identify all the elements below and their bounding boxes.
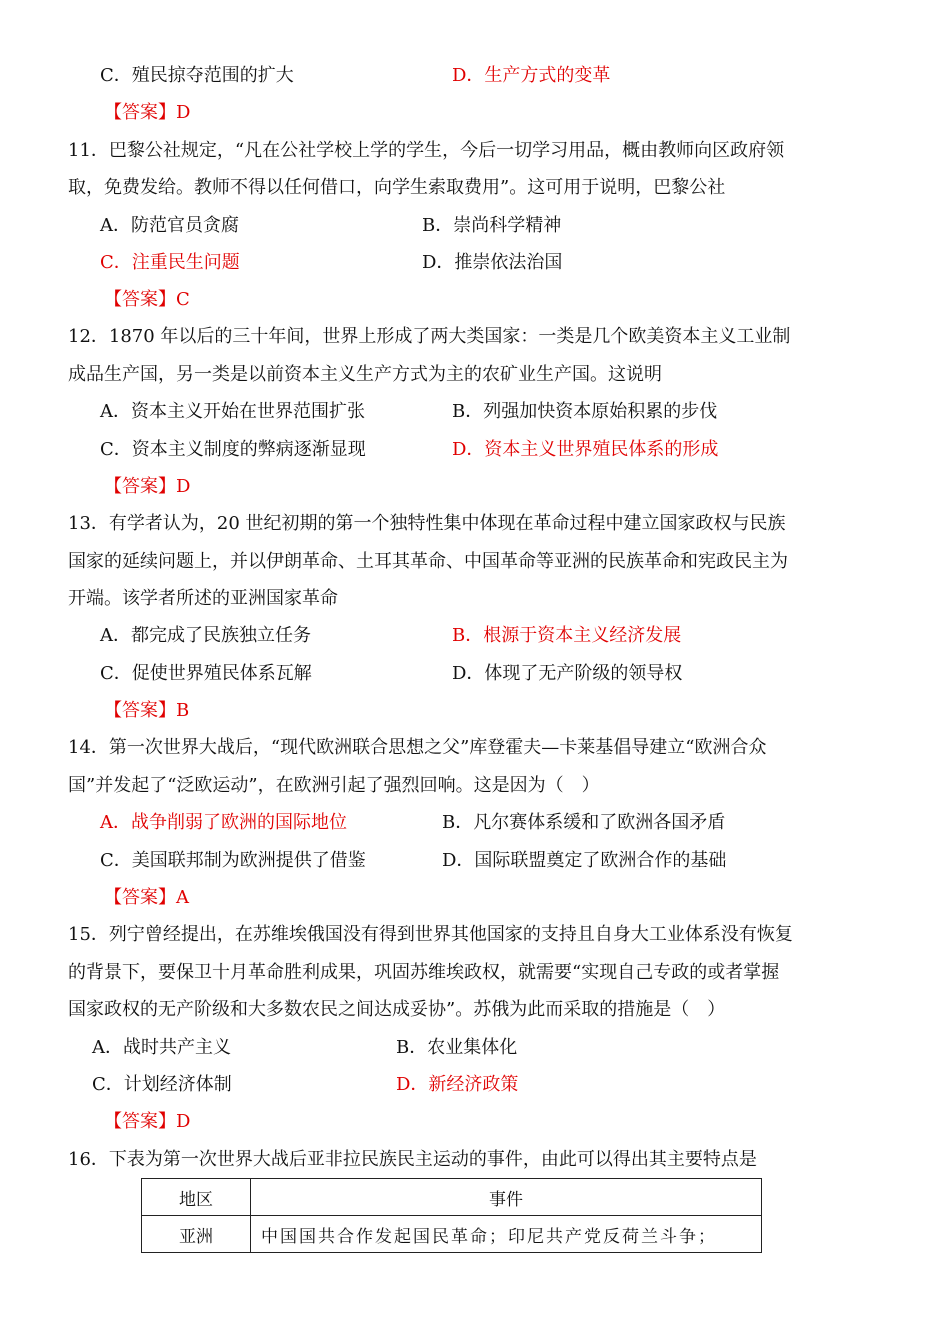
q15-option-d: D．新经济政策 <box>396 1074 519 1095</box>
q14-stem-line1: 14．第一次世界大战后，“现代欧洲联合思想之父”库登霍夫—卡莱基倡导建立“欧洲合众 <box>68 737 767 758</box>
column-header-event: 事件 <box>251 1179 762 1216</box>
q11-option-a: A．防范官员贪腐 <box>100 215 239 236</box>
q15-option-a: A．战时共产主义 <box>92 1037 231 1058</box>
q12-option-b: B．列强加快资本原始积累的步伐 <box>452 401 718 422</box>
q15-stem-line1: 15．列宁曾经提出，在苏维埃俄国没有得到世界其他国家的支持且自身大工业体系没有恢复 <box>68 924 793 945</box>
q13-stem-line3: 开端。该学者所述的亚洲国家革命 <box>68 588 338 609</box>
q10-option-d: D．生产方式的变革 <box>452 65 611 86</box>
q12-stem-line1: 12．1870 年以后的三十年间，世界上形成了两大类国家：一类是几个欧美资本主义工业制 <box>68 326 791 347</box>
q15-answer: 【答案】D <box>104 1111 191 1132</box>
q12-option-d: D．资本主义世界殖民体系的形成 <box>452 439 719 460</box>
q12-option-a: A．资本主义开始在世界范围扩张 <box>100 401 365 422</box>
q12-option-c: C．资本主义制度的弊病逐渐显现 <box>100 439 366 460</box>
q13-answer: 【答案】B <box>104 700 190 721</box>
q11-stem-line1: 11．巴黎公社规定，“凡在公社学校上学的学生，今后一切学习用品，概由教师向区政府领 <box>68 140 785 161</box>
q14-answer: 【答案】A <box>104 887 189 908</box>
column-header-region: 地区 <box>142 1179 251 1216</box>
q11-stem-line2: 取，免费发给。教师不得以任何借口，向学生索取费用”。这可用于说明，巴黎公社 <box>68 177 726 198</box>
events-table <box>141 1178 762 1253</box>
q13-option-d: D．体现了无产阶级的领导权 <box>452 663 683 684</box>
q10-option-c: C．殖民掠夺范围的扩大 <box>100 65 294 86</box>
q15-option-c: C．计划经济体制 <box>92 1074 232 1095</box>
table-row <box>142 1216 762 1253</box>
table-header-row <box>142 1179 762 1216</box>
q13-stem-line2: 国家的延续问题上，并以伊朗革命、土耳其革命、中国革命等亚洲的民族革命和宪政民主为 <box>68 551 788 572</box>
q14-option-a: A．战争削弱了欧洲的国际地位 <box>100 812 347 833</box>
q15-stem-line3: 国家政权的无产阶级和大多数农民之间达成妥协”。苏俄为此而采取的措施是（ ） <box>68 999 726 1020</box>
q14-stem-line2: 国”并发起了“泛欧运动”，在欧洲引起了强烈回响。这是因为（ ） <box>68 775 600 796</box>
q13-option-c: C．促使世界殖民体系瓦解 <box>100 663 312 684</box>
q13-option-b: B．根源于资本主义经济发展 <box>452 625 682 646</box>
table-cell-event: 中国国共合作发起国民革命；印尼共产党反荷兰斗争； <box>251 1216 762 1253</box>
table-cell-region: 亚洲 <box>142 1216 251 1253</box>
q11-option-d: D．推崇依法治国 <box>422 252 563 273</box>
q14-option-b: B．凡尔赛体系缓和了欧洲各国矛盾 <box>442 812 726 833</box>
q15-stem-line2: 的背景下，要保卫十月革命胜利成果，巩固苏维埃政权，就需要“实现自己专政的或者掌握 <box>68 962 780 983</box>
q11-option-c: C．注重民生问题 <box>100 252 240 273</box>
q11-option-b: B．崇尚科学精神 <box>422 215 562 236</box>
q12-stem-line2: 成品生产国，另一类是以前资本主义生产方式为主的农矿业生产国。这说明 <box>68 364 662 385</box>
q10-answer: 【答案】D <box>104 102 191 123</box>
q13-stem-line1: 13．有学者认为，20 世纪初期的第一个独特性集中体现在革命过程中建立国家政权与民族 <box>68 513 786 534</box>
q14-option-d: D．国际联盟奠定了欧洲合作的基础 <box>442 850 727 871</box>
q16-stem-line1: 16．下表为第一次世界大战后亚非拉民族民主运动的事件，由此可以得出其主要特点是 <box>68 1149 757 1170</box>
q15-option-b: B．农业集体化 <box>396 1037 518 1058</box>
q13-option-a: A．都完成了民族独立任务 <box>100 625 311 646</box>
q14-option-c: C．美国联邦制为欧洲提供了借鉴 <box>100 850 366 871</box>
q12-answer: 【答案】D <box>104 476 191 497</box>
q11-answer: 【答案】C <box>104 289 190 310</box>
